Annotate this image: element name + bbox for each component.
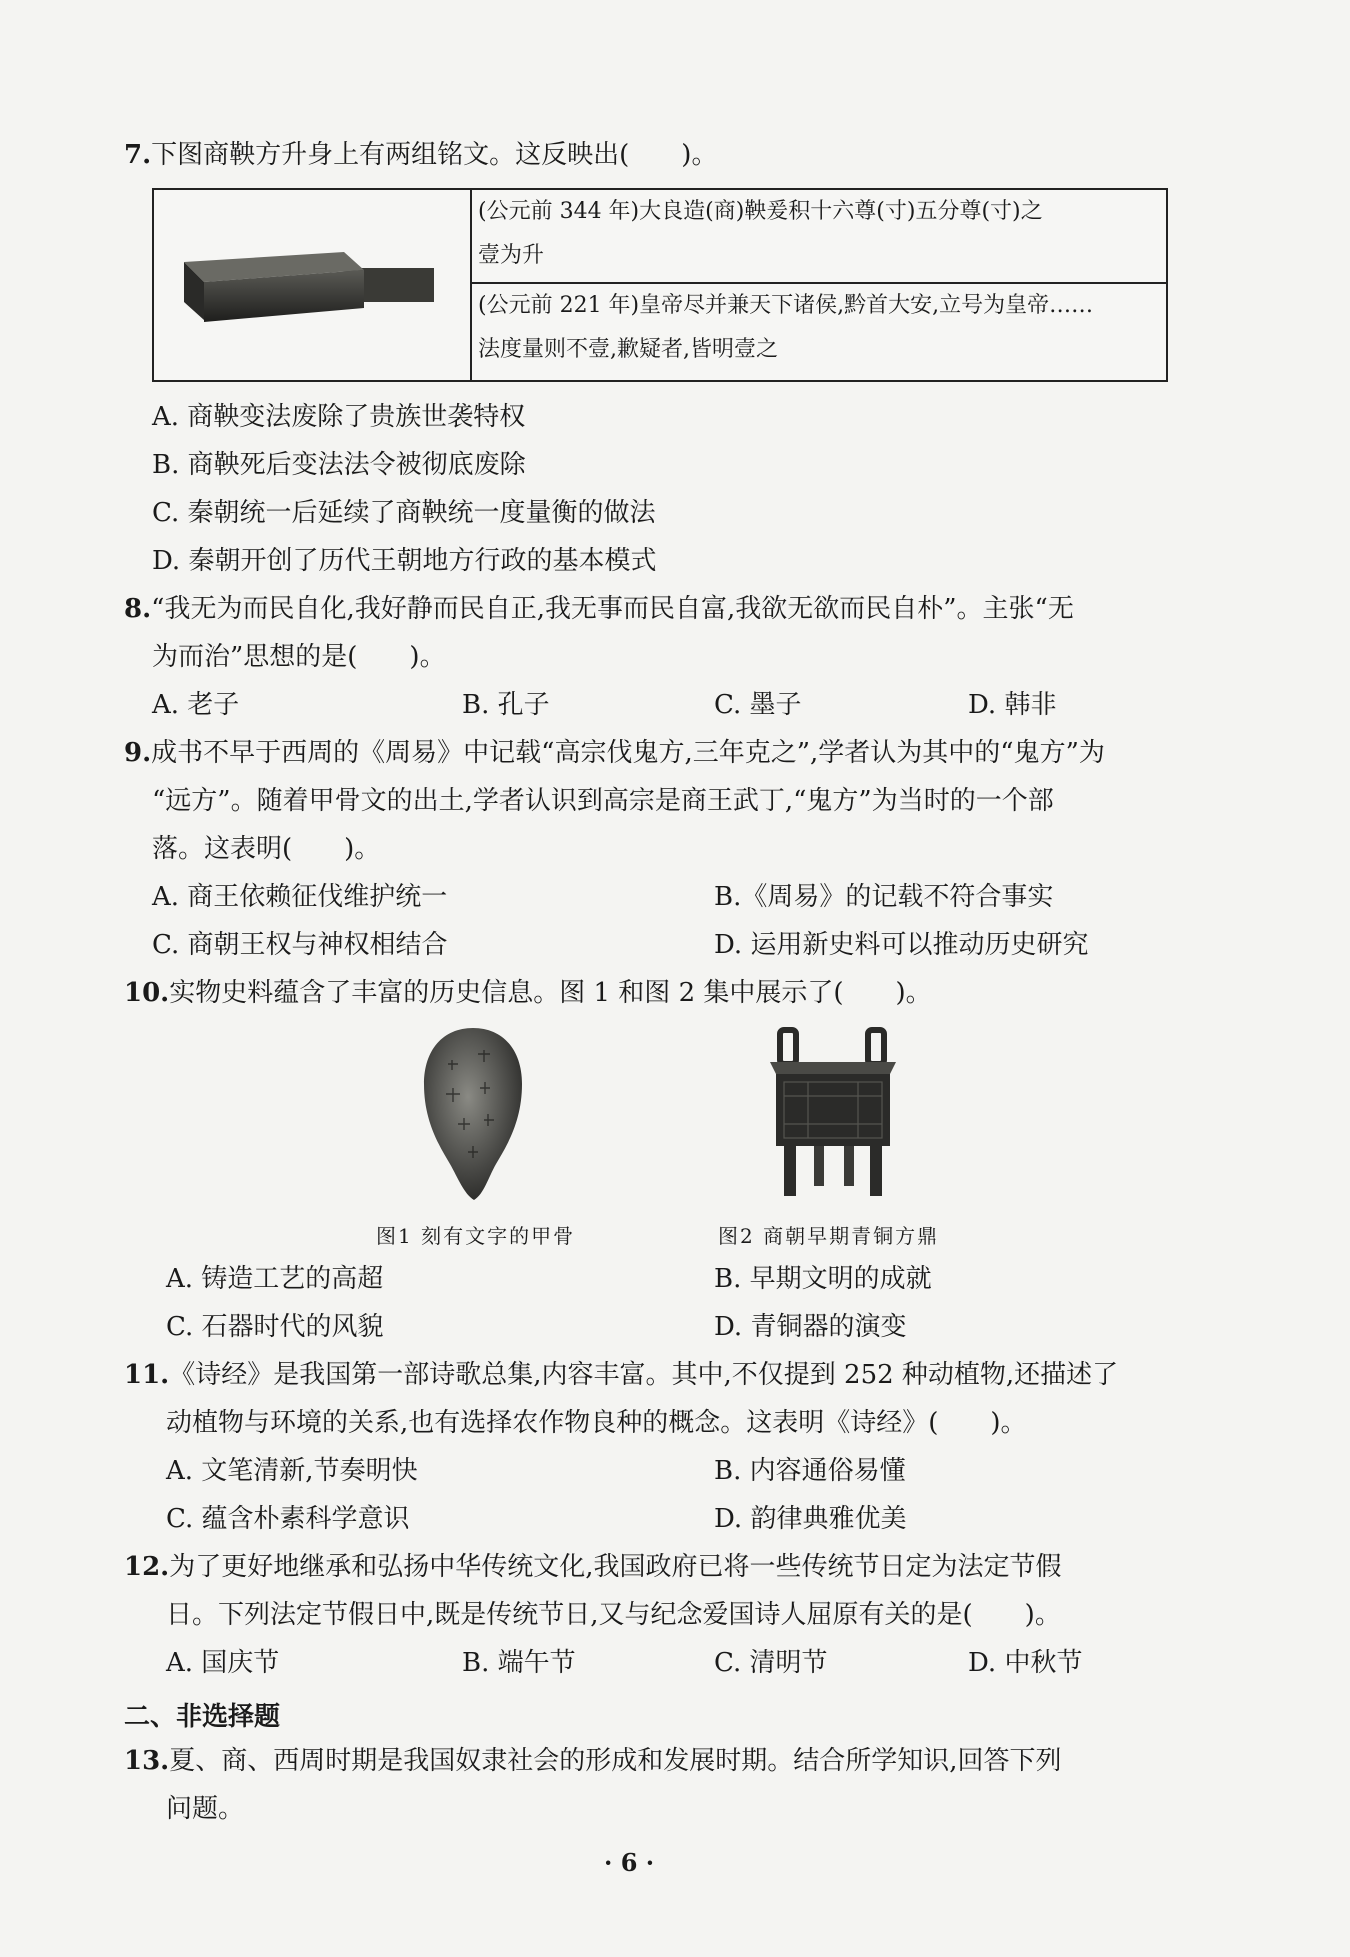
option-c: C. 石器时代的风貌 [166, 1312, 384, 1342]
option-a: A. 商王依赖征伐维护统一 [152, 882, 448, 912]
question-number: 7. [124, 140, 152, 170]
question-text: “我无为而民自化,我好静而民自正,我无事而民自富,我欲无欲而民自朴”。主张“无 [151, 594, 1074, 624]
section-heading: 二、非选择题 [124, 1702, 281, 1732]
option-d: D. 运用新史料可以推动历史研究 [714, 930, 1089, 960]
option-c: C. 商朝王权与神权相结合 [152, 930, 448, 960]
inscription-2 [472, 284, 1166, 380]
question-text: 下图商鞅方升身上有两组铭文。这反映出( )。 [151, 140, 718, 170]
question-11-line-2: 动植物与环境的关系,也有选择农作物良种的概念。这表明《诗经》( )。 [166, 1408, 1027, 1438]
question-7-stem [124, 138, 717, 172]
inscription-1-line-1: (公元前 344 年)大良造(商)鞅爰积十六尊(寸)五分尊(寸)之 [478, 199, 1043, 224]
option-a: A. 国庆节 [166, 1648, 280, 1678]
option-d: D. 秦朝开创了历代王朝地方行政的基本模式 [152, 546, 657, 576]
question-8-line-2: 为而治”思想的是( )。 [152, 642, 446, 672]
question-number: 12. [124, 1552, 170, 1582]
question-number: 10. [124, 978, 170, 1008]
option-a: A. 铸造工艺的高超 [166, 1264, 384, 1294]
question-13-line-2: 问题。 [166, 1794, 245, 1824]
option-b: B. 孔子 [462, 690, 550, 720]
option-c: C. 秦朝统一后延续了商鞅统一度量衡的做法 [152, 498, 656, 528]
question-12-line-1 [124, 1550, 1062, 1584]
question-text: 成书不早于西周的《周易》中记载“高宗伐鬼方,三年克之”,学者认为其中的“鬼方”为 [151, 738, 1105, 768]
option-d: D. 青铜器的演变 [714, 1312, 907, 1342]
inscription-1 [472, 190, 1166, 284]
question-12-line-2: 日。下列法定节假日中,既是传统节日,又与纪念爱国诗人屈原有关的是( )。 [166, 1600, 1061, 1630]
option-b: B. 早期文明的成就 [714, 1264, 932, 1294]
inscription-2-line-1: (公元前 221 年)皇帝尽并兼天下诸侯,黔首大安,立号为皇帝…… [478, 293, 1094, 318]
inscription-1-line-2: 壹为升 [478, 243, 545, 268]
option-b: B. 内容通俗易懂 [714, 1456, 906, 1486]
option-b: B.《周易》的记载不符合事实 [714, 882, 1054, 912]
question-number: 8. [124, 594, 152, 624]
oracle-bone-figure [418, 1024, 528, 1204]
shang-yang-measure-figure [154, 190, 472, 380]
option-b: B. 端午节 [462, 1648, 576, 1678]
option-d: D. 韵律典雅优美 [714, 1504, 907, 1534]
inscription-table [152, 188, 1168, 382]
question-9-line-3: 落。这表明( )。 [152, 834, 381, 864]
option-d: D. 中秋节 [968, 1648, 1083, 1678]
question-text: 《诗经》是我国第一部诗歌总集,内容丰富。其中,不仅提到 252 种动植物,还描述了 [169, 1360, 1119, 1390]
page-number: · 6 · [604, 1848, 655, 1877]
question-text: 夏、商、西周时期是我国奴隶社会的形成和发展时期。结合所学知识,回答下列 [169, 1746, 1062, 1776]
oracle-bone-icon [418, 1024, 528, 1204]
question-8-line-1 [124, 592, 1074, 626]
option-a: A. 文笔清新,节奏明快 [166, 1456, 418, 1486]
figure-2-caption: 图2 商朝早期青铜方鼎 [718, 1224, 940, 1248]
option-b: B. 商鞅死后变法法令被彻底废除 [152, 450, 526, 480]
option-c: C. 蕴含朴素科学意识 [166, 1504, 410, 1534]
figure-1-caption: 图1 刻有文字的甲骨 [376, 1224, 576, 1248]
option-c: C. 清明节 [714, 1648, 828, 1678]
question-10-stem [124, 976, 932, 1010]
bronze-ding-icon [758, 1024, 908, 1204]
option-a: A. 商鞅变法废除了贵族世袭特权 [152, 402, 526, 432]
option-d: D. 韩非 [968, 690, 1057, 720]
bronze-measure-icon [154, 190, 468, 380]
bronze-ding-figure [758, 1024, 908, 1204]
question-text: 为了更好地继承和弘扬中华传统文化,我国政府已将一些传统节日定为法定节假 [169, 1552, 1062, 1582]
question-number: 11. [124, 1360, 170, 1390]
inscription-2-line-2: 法度量则不壹,歉疑者,皆明壹之 [478, 337, 778, 362]
question-number: 13. [124, 1746, 170, 1776]
option-c: C. 墨子 [714, 690, 802, 720]
question-text: 实物史料蕴含了丰富的历史信息。图 1 和图 2 集中展示了( )。 [169, 978, 932, 1008]
question-13-line-1 [124, 1744, 1062, 1778]
question-9-line-1 [124, 736, 1105, 770]
question-number: 9. [124, 738, 152, 768]
question-9-line-2: “远方”。随着甲骨文的出土,学者认识到高宗是商王武丁,“鬼方”为当时的一个部 [152, 786, 1054, 816]
question-11-line-1 [124, 1358, 1118, 1392]
option-a: A. 老子 [152, 690, 240, 720]
